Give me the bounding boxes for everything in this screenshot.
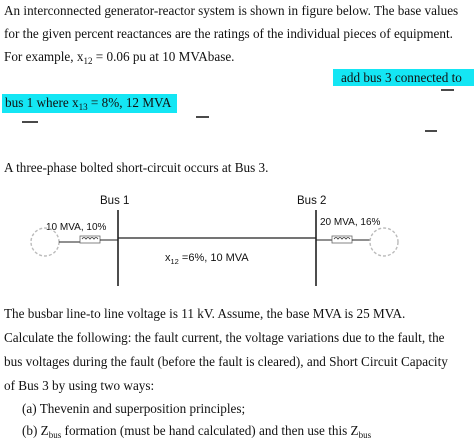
annotation-highlight-1: add bus 3 connected to — [333, 69, 474, 86]
generator-1-icon — [31, 228, 59, 256]
annotation-highlight-2 — [2, 94, 177, 113]
item-b-prefix: (b) Z — [22, 423, 49, 438]
intro-line-2: for the given percent reactances are the ratings of the individual pieces of equipment. — [4, 26, 453, 41]
bus1-label: Bus 1 — [100, 195, 130, 207]
item-a: (a) Thevenin and superposition principles; — [22, 401, 246, 416]
line-label-subscript: 12 — [170, 257, 179, 266]
example-suffix: = 0.06 pu at 10 MVAbase. — [92, 49, 235, 64]
item-b-subscript-1: bus — [48, 430, 62, 440]
example-subscript: 12 — [83, 56, 93, 66]
gen2-coil-icon — [334, 238, 350, 240]
para-line-1: The busbar line-to line voltage is 11 kV. Assume, the base MVA is 25 MVA. — [4, 306, 406, 321]
gen1-coil-icon — [82, 238, 98, 240]
para-line-2: Calculate the following: the fault current, the voltage variations due to the fault, the — [4, 330, 445, 345]
stray-dash — [196, 116, 209, 118]
line-reactance-label — [165, 252, 249, 266]
stray-dash — [22, 121, 38, 123]
line-label-prefix: x — [165, 252, 171, 264]
intro-line-1: An interconnected generator-reactor system is shown in figure below. The base values — [4, 3, 459, 18]
example-line — [4, 49, 234, 66]
annotation-subscript: 13 — [78, 102, 88, 112]
generator-2-icon — [370, 228, 398, 256]
stray-dash — [441, 89, 454, 91]
annotation-prefix: bus 1 where x — [5, 95, 79, 110]
example-prefix: For example, x — [4, 49, 84, 64]
gen2-rating: 20 MVA, 16% — [320, 217, 381, 228]
gen1-rating: 10 MVA, 10% — [46, 222, 107, 233]
para-line-3: bus voltages during the fault (before the fault is cleared), and Short Circuit Capacity — [4, 354, 448, 369]
bus2-label: Bus 2 — [297, 195, 327, 207]
circuit-diagram — [0, 186, 474, 296]
item-b-middle: formation (must be hand calculated) and then use this Z — [61, 423, 359, 438]
item-b — [22, 423, 371, 440]
stray-dash — [425, 130, 437, 132]
para-line-4: of Bus 3 by using two ways: — [4, 378, 155, 393]
fault-statement: A three-phase bolted short-circuit occurs at Bus 3. — [4, 160, 269, 175]
line-label-suffix: =6%, 10 MVA — [178, 252, 249, 264]
annotation-suffix: = 8%, 12 MVA — [87, 95, 172, 110]
item-b-subscript-2: bus — [358, 430, 372, 440]
